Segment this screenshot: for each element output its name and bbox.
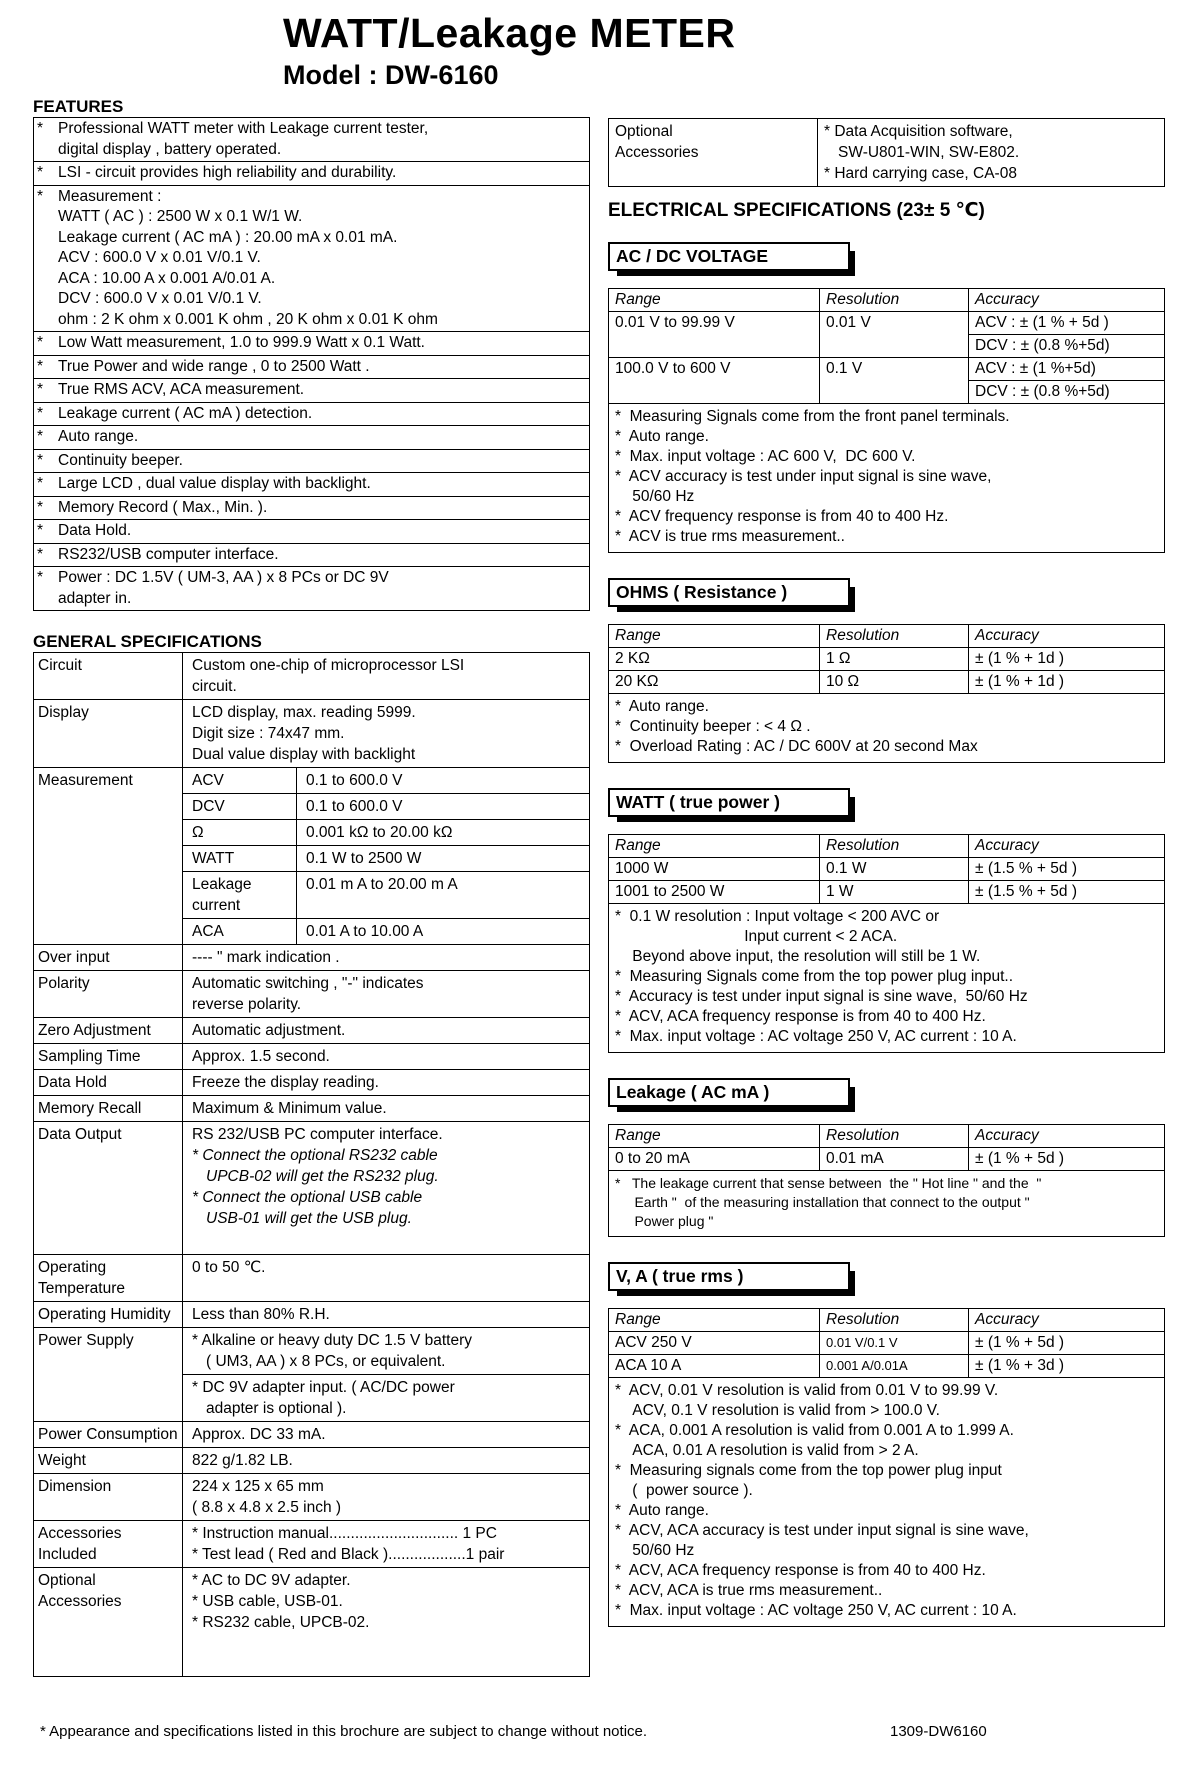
accuracy-cell: ± (1 % + 5d ) [975, 1334, 1065, 1351]
section-title-ohms: OHMS ( Resistance ) [608, 578, 850, 607]
range-cell: ACV 250 V [609, 1332, 820, 1354]
table-header-row [609, 1125, 1164, 1148]
spec-value-line: 0 to 50 ℃. [192, 1259, 266, 1276]
col-header-range: Range [609, 1309, 820, 1331]
spec-label: Circuit [34, 653, 183, 699]
note-line: 50/60 Hz [615, 1542, 695, 1559]
measure-value: 0.1 W to 2500 W [306, 850, 422, 867]
spec-label: Polarity [34, 971, 183, 1017]
measure-value: 0.001 kΩ to 20.00 kΩ [306, 824, 453, 841]
note-line: * Continuity beeper : < 4 Ω . [615, 718, 811, 735]
spec-label: Operating Temperature [34, 1255, 183, 1301]
note-line: * Max. input voltage : AC 600 V, DC 600 V. [615, 448, 916, 465]
spec-value-line: Less than 80% R.H. [192, 1306, 330, 1323]
spec-value-line: Custom one-chip of microprocessor LSI [192, 657, 465, 674]
spec-row-display [34, 700, 589, 768]
col-header-range: Range [609, 625, 820, 647]
note-line: * ACV is true rms measurement.. [615, 528, 845, 545]
opt-box-line: * Data Acquisition software, [824, 123, 1013, 140]
bullet-star: * [37, 451, 44, 469]
note-line: * ACV, 0.01 V resolution is valid from 0.01 V to 99.99 V. [615, 1382, 999, 1399]
col-header-accuracy: Accuracy [975, 837, 1039, 854]
spec-row-memory-recall [34, 1096, 589, 1122]
feature-row [34, 426, 589, 450]
note-line: * ACA, 0.001 A resolution is valid from 0.001 A to 1.999 A. [615, 1422, 1014, 1439]
feature-text: Measurement : [58, 187, 162, 205]
accuracy-cell: ± (1 % + 1d ) [975, 673, 1065, 690]
measure-value: 0.1 to 600.0 V [306, 798, 403, 815]
v-a-table [608, 1308, 1165, 1627]
feature-row [34, 118, 589, 162]
range-cell: 20 KΩ [609, 671, 820, 693]
note-line: 50/60 Hz [615, 488, 695, 505]
spec-label: Measurement [34, 768, 183, 944]
range-cell: ACA 10 A [609, 1355, 820, 1377]
spec-row-power-supply [34, 1328, 589, 1422]
spec-value-line: LCD display, max. reading 5999. [192, 704, 416, 721]
col-header-resolution: Resolution [820, 625, 969, 647]
spec-label: Power Consumption [34, 1422, 183, 1447]
spec-label: Dimension [34, 1474, 183, 1520]
spec-value-line: * RS232 cable, UPCB-02. [192, 1614, 370, 1631]
accuracy-cell: ± (1 % + 1d ) [975, 650, 1065, 667]
spec-label: Data Hold [34, 1070, 183, 1095]
feature-text: Low Watt measurement, 1.0 to 999.9 Watt x 0.1 Watt. [58, 334, 425, 351]
spec-label: Optional Accessories [34, 1568, 183, 1676]
watt-table [608, 834, 1165, 1053]
table-header-row [609, 835, 1164, 858]
spec-note-italic: * Connect the optional RS232 cable [192, 1147, 438, 1164]
resolution-cell: 0.1 V [820, 358, 969, 403]
feature-text: Data Hold. [58, 522, 132, 539]
spec-label: Over input [34, 945, 183, 970]
note-line: * Auto range. [615, 428, 709, 445]
spec-value-line: * AC to DC 9V adapter. [192, 1572, 351, 1589]
spec-row-polarity [34, 971, 589, 1018]
resolution-cell: 0.01 mA [820, 1148, 969, 1170]
table-row [609, 881, 1164, 904]
spec-value-line: * DC 9V adapter input. ( AC/DC power [192, 1379, 455, 1396]
measure-value: 0.01 A to 10.00 A [306, 923, 424, 940]
table-notes [609, 1378, 1164, 1626]
feature-text: DCV : 600.0 V x 0.01 V/0.1 V. [58, 290, 262, 307]
bullet-star: * [37, 498, 44, 516]
feature-row [34, 520, 589, 544]
note-line: * Auto range. [615, 1502, 709, 1519]
bullet-star: * [37, 357, 44, 375]
feature-text: digital display , battery operated. [58, 140, 282, 158]
spec-value-line: Maximum & Minimum value. [192, 1100, 387, 1117]
page-title: WATT/Leakage METER [283, 10, 736, 56]
spec-row-weight [34, 1448, 589, 1474]
spec-label: Zero Adjustment [34, 1018, 183, 1043]
col-header-range: Range [609, 835, 820, 857]
feature-text: Leakage current ( AC mA ) detection. [58, 404, 313, 422]
note-line: * Measuring Signals come from the top power plug input.. [615, 968, 1014, 985]
bullet-star: * [37, 404, 44, 422]
table-notes [609, 404, 1164, 552]
note-line: Beyond above input, the resolution will still be 1 W. [615, 948, 981, 965]
note-line: Input current < 2 ACA. [615, 928, 898, 945]
measure-key: DCV [183, 794, 297, 819]
col-header-range: Range [609, 1125, 820, 1147]
left-column [33, 97, 590, 1677]
note-line: * Measuring Signals come from the front panel terminals. [615, 408, 1010, 425]
bullet-star: * [37, 545, 44, 563]
feature-text: Professional WATT meter with Leakage current tester, [58, 120, 429, 137]
opt-box-label: Optional [615, 123, 673, 140]
ac-dc-voltage-table [608, 288, 1165, 553]
spec-value-line: Automatic switching , "-" indicates [192, 975, 424, 992]
spec-value-line: Approx. DC 33 mA. [192, 1426, 326, 1443]
feature-row [34, 567, 589, 610]
spec-row-data-output [34, 1122, 589, 1255]
leakage-table [608, 1124, 1165, 1237]
spec-value-line: * Test lead ( Red and Black )..................1 pair [192, 1546, 505, 1563]
note-line: * ACV frequency response is from 40 to 400 Hz. [615, 508, 949, 525]
spec-label: Display [34, 700, 183, 767]
feature-text: ACA : 10.00 A x 0.001 A/0.01 A. [58, 269, 276, 287]
note-line: * 0.1 W resolution : Input voltage < 200 AVC or [615, 908, 940, 925]
accuracy-cell: ACV : ± (1 %+5d) [969, 358, 1164, 381]
feature-text: RS232/USB computer interface. [58, 545, 279, 563]
bullet-star: * [37, 120, 44, 137]
opt-box-label: Accessories [615, 144, 699, 161]
feature-text: WATT ( AC ) : 2500 W x 0.1 W/1 W. [58, 208, 303, 225]
spec-row-accessories-included [34, 1521, 589, 1568]
table-row [609, 671, 1164, 694]
range-cell: 0 to 20 mA [609, 1148, 820, 1170]
note-line: ( power source ). [615, 1482, 753, 1499]
note-line: Power plug " [615, 1213, 714, 1229]
general-specs-heading: GENERAL SPECIFICATIONS [33, 632, 262, 651]
table-header-row [609, 1309, 1164, 1332]
resolution-cell: 1 Ω [820, 648, 969, 670]
bullet-star: * [37, 164, 44, 181]
spec-value-line: reverse polarity. [192, 996, 302, 1013]
range-cell: 1001 to 2500 W [609, 881, 820, 903]
note-line: * Accuracy is test under input signal is sine wave, 50/60 Hz [615, 988, 1028, 1005]
range-cell: 0.01 V to 99.99 V [609, 312, 820, 357]
table-header-row [609, 625, 1164, 648]
table-row [609, 358, 1164, 404]
spec-value-line: 224 x 125 x 65 mm [192, 1478, 324, 1495]
spec-value-line: * Alkaline or heavy duty DC 1.5 V battery [192, 1332, 473, 1349]
opt-box-line: SW-U801-WIN, SW-E802. [838, 144, 1020, 161]
col-header-accuracy: Accuracy [975, 1127, 1039, 1144]
table-notes [609, 1171, 1164, 1236]
feature-text: Memory Record ( Max., Min. ). [58, 498, 268, 516]
spec-row-optional-accessories [34, 1568, 589, 1676]
spec-row-operating-humidity [34, 1302, 589, 1328]
spec-value-line: ( UM3, AA ) x 8 PCs, or equivalent. [206, 1353, 446, 1370]
right-column [608, 118, 1165, 1648]
measure-key: Leakage current [183, 872, 297, 918]
features-heading: FEATURES [33, 97, 124, 116]
section-title-v-a-true-rms: V, A ( true rms ) [608, 1262, 850, 1291]
spec-note-italic: USB-01 will get the USB plug. [206, 1210, 412, 1227]
spec-value-line: adapter is optional ). [206, 1400, 347, 1417]
accuracy-cell: ± (1.5 % + 5d ) [975, 883, 1077, 900]
range-cell: 1000 W [609, 858, 820, 880]
range-cell: 100.0 V to 600 V [609, 358, 820, 403]
spec-row-over-input [34, 945, 589, 971]
table-row [609, 1148, 1164, 1171]
spec-label: Operating Humidity [34, 1302, 183, 1327]
note-line: * The leakage current that sense between the " Hot line " and the " [615, 1175, 1042, 1191]
table-notes [609, 694, 1164, 762]
bullet-star: * [37, 187, 44, 205]
note-line: * ACV accuracy is test under input signal is sine wave, [615, 468, 992, 485]
feature-row [34, 186, 589, 333]
resolution-cell: 0.1 W [820, 858, 969, 880]
table-row [609, 1355, 1164, 1378]
note-line: * Overload Rating : AC / DC 600V at 20 second Max [615, 738, 978, 755]
feature-row [34, 497, 589, 521]
spec-value-line: * USB cable, USB-01. [192, 1593, 343, 1610]
spec-row-zero-adjustment [34, 1018, 589, 1044]
feature-text: ACV : 600.0 V x 0.01 V/0.1 V. [58, 249, 261, 266]
spec-value-line: Dual value display with backlight [192, 746, 416, 763]
feature-row [34, 332, 589, 356]
electrical-specs-heading: ELECTRICAL SPECIFICATIONS (23± 5 ℃) [608, 200, 985, 221]
bullet-star: * [37, 381, 44, 398]
note-line: * Auto range. [615, 698, 709, 715]
spec-label: Power Supply [34, 1328, 183, 1421]
measure-key: WATT [183, 846, 297, 871]
note-line: Earth " of the measuring installation that connect to the output " [615, 1194, 1030, 1210]
spec-row-measurement [34, 768, 589, 945]
spec-row-circuit [34, 653, 589, 700]
table-header-row [609, 289, 1164, 312]
spec-value-line: 822 g/1.82 LB. [192, 1452, 293, 1469]
feature-row [34, 356, 589, 380]
feature-row [34, 403, 589, 427]
note-line: * Measuring signals come from the top power plug input [615, 1462, 1002, 1479]
resolution-cell: 1 W [820, 881, 969, 903]
note-line: * Max. input voltage : AC voltage 250 V, AC current : 10 A. [615, 1028, 1017, 1045]
title-block [283, 8, 735, 90]
spec-row-data-hold [34, 1070, 589, 1096]
col-header-resolution: Resolution [820, 1125, 969, 1147]
col-header-accuracy: Accuracy [975, 291, 1039, 308]
optional-accessories-box [608, 118, 1165, 187]
note-line: ACV, 0.1 V resolution is valid from > 100.0 V. [615, 1402, 940, 1419]
spec-value-line: circuit. [192, 678, 237, 695]
col-header-range: Range [609, 289, 820, 311]
feature-text: Auto range. [58, 428, 139, 445]
ohms-table [608, 624, 1165, 763]
feature-row [34, 473, 589, 497]
spec-note-italic: UPCB-02 will get the RS232 plug. [206, 1168, 439, 1185]
spec-value-line: ( 8.8 x 4.8 x 2.5 inch ) [192, 1499, 342, 1516]
table-row [609, 312, 1164, 358]
col-header-accuracy: Accuracy [975, 627, 1039, 644]
section-title-watt: WATT ( true power ) [608, 788, 850, 817]
section-title-leakage: Leakage ( AC mA ) [608, 1078, 850, 1107]
bullet-star: * [37, 569, 44, 586]
measure-value: 0.1 to 600.0 V [306, 772, 403, 789]
feature-text: ohm : 2 K ohm x 0.001 K ohm , 20 K ohm x 0.01 K ohm [58, 310, 438, 328]
feature-row [34, 544, 589, 568]
accuracy-cell: ACV : ± (1 % + 5d ) [969, 312, 1164, 335]
measure-value: 0.01 m A to 20.00 m A [306, 876, 458, 893]
bullet-star: * [37, 334, 44, 351]
accuracy-cell: ± (1.5 % + 5d ) [975, 860, 1077, 877]
spec-note-italic: * Connect the optional USB cable [192, 1189, 423, 1206]
note-line: * ACV, ACA frequency response is from 40 to 400 Hz. [615, 1562, 986, 1579]
spec-row-dimension [34, 1474, 589, 1521]
measure-key: Ω [183, 820, 297, 845]
spec-value-line: * Instruction manual.............................. 1 PC [192, 1525, 497, 1542]
footer-document-code: 1309-DW6160 [890, 1723, 987, 1740]
measure-key: ACV [183, 768, 297, 793]
feature-text: True Power and wide range , 0 to 2500 Watt . [58, 357, 370, 375]
opt-box-line: * Hard carrying case, CA-08 [824, 165, 1017, 182]
general-specs-table [33, 652, 590, 1677]
spec-value-line: Digit size : 74x47 mm. [192, 725, 345, 742]
note-line: * ACV, ACA is true rms measurement.. [615, 1582, 883, 1599]
spec-label: Memory Recall [34, 1096, 183, 1121]
table-row [609, 1332, 1164, 1355]
resolution-cell: 10 Ω [820, 671, 969, 693]
table-notes [609, 904, 1164, 1052]
feature-row [34, 162, 589, 186]
accuracy-cell: ± (1 % + 5d ) [975, 1150, 1065, 1167]
table-row [609, 648, 1164, 671]
spec-label: Weight [34, 1448, 183, 1473]
spec-value-line: Freeze the display reading. [192, 1074, 379, 1091]
footer-disclaimer: * Appearance and specifications listed in this brochure are subject to change without notice. [40, 1723, 648, 1740]
resolution-cell: 0.01 V/0.1 V [820, 1332, 969, 1354]
spec-value-line: Automatic adjustment. [192, 1022, 346, 1039]
accuracy-cell: ± (1 % + 3d ) [975, 1357, 1065, 1374]
feature-text: LSI - circuit provides high reliability and durability. [58, 164, 397, 181]
spec-row-sampling-time [34, 1044, 589, 1070]
spec-value-line: ---- " mark indication . [192, 949, 340, 966]
range-cell: 2 KΩ [609, 648, 820, 670]
spec-row-operating-temperature [34, 1255, 589, 1302]
accuracy-cell: DCV : ± (0.8 %+5d) [975, 383, 1110, 400]
measure-key: ACA [183, 919, 297, 944]
feature-row [34, 450, 589, 474]
model-subtitle: Model : DW-6160 [283, 60, 499, 90]
section-title-ac-dc-voltage: AC / DC VOLTAGE [608, 242, 850, 271]
spec-label: Sampling Time [34, 1044, 183, 1069]
feature-text: Continuity beeper. [58, 451, 183, 469]
bullet-star: * [37, 522, 44, 539]
col-header-accuracy: Accuracy [975, 1311, 1039, 1328]
col-header-resolution: Resolution [820, 289, 969, 311]
accuracy-cell: DCV : ± (0.8 %+5d) [975, 337, 1110, 354]
feature-text: adapter in. [58, 589, 132, 607]
spec-label: Accessories Included [34, 1521, 183, 1567]
spec-value-line: RS 232/USB PC computer interface. [192, 1126, 443, 1143]
table-row [609, 858, 1164, 881]
col-header-resolution: Resolution [820, 1309, 969, 1331]
spec-row-power-consumption [34, 1422, 589, 1448]
feature-text: True RMS ACV, ACA measurement. [58, 381, 305, 398]
note-line: ACA, 0.01 A resolution is valid from > 2 A. [615, 1442, 919, 1459]
feature-text: Large LCD , dual value display with backlight. [58, 475, 371, 492]
resolution-cell: 0.001 A/0.01A [820, 1355, 969, 1377]
bullet-star: * [37, 475, 44, 492]
feature-text: Leakage current ( AC mA ) : 20.00 mA x 0.01 mA. [58, 228, 398, 246]
resolution-cell: 0.01 V [820, 312, 969, 357]
feature-row [34, 379, 589, 403]
spec-value-line: Approx. 1.5 second. [192, 1048, 330, 1065]
note-line: * Max. input voltage : AC voltage 250 V, AC current : 10 A. [615, 1602, 1017, 1619]
bullet-star: * [37, 428, 44, 445]
note-line: * ACV, ACA frequency response is from 40 to 400 Hz. [615, 1008, 986, 1025]
col-header-resolution: Resolution [820, 835, 969, 857]
feature-text: Power : DC 1.5V ( UM-3, AA ) x 8 PCs or DC 9V [58, 569, 389, 586]
features-table [33, 117, 590, 611]
note-line: * ACV, ACA accuracy is test under input signal is sine wave, [615, 1522, 1029, 1539]
spec-label: Data Output [34, 1122, 183, 1254]
